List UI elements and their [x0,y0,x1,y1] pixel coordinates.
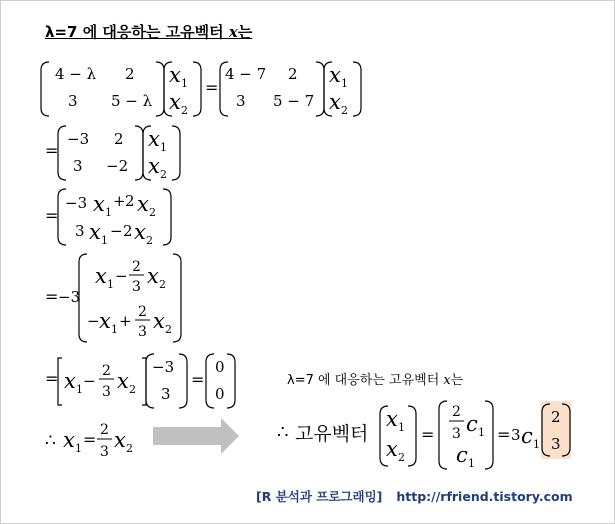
therefore-symbol: ∴ [277,422,289,443]
coefficient: −3 [58,288,81,306]
equals-sign: = [83,430,97,449]
vector-symbol: x [169,90,181,114]
fraction-denominator: 3 [100,444,109,460]
variable: x [63,428,75,452]
fraction-numerator: 2 [102,363,111,379]
operator: − [110,222,123,240]
operator: − [87,312,100,330]
blog-name: [R 분석과 프로그래밍] [256,489,383,504]
therefore-symbol: ∴ [45,431,56,451]
equals-sign: = [191,370,205,389]
result-block [277,372,571,470]
matrix-entry: 4 − 7 [225,65,267,83]
variable: x [89,220,101,244]
vector-subscript: 2 [341,104,348,117]
step-2 [45,126,180,181]
expression-term: 2 [123,222,133,240]
fraction-numerator: 2 [138,304,147,320]
variable: x [99,309,111,333]
title-variable: x [228,23,238,41]
vector-symbol: x [148,127,160,151]
variable: x [137,192,149,216]
fraction-numerator: 2 [100,422,109,438]
variable-subscript: 2 [149,206,156,219]
variable-subscript: 1 [75,442,82,455]
step-1 [41,62,361,117]
vector-subscript: 2 [160,168,167,181]
operator: + [113,192,126,210]
vector-subscript: 2 [398,451,405,464]
fraction-denominator: 3 [132,279,141,295]
step-3 [45,189,171,247]
matrix-entry: 3 [236,92,246,110]
equals-sign: = [45,369,59,388]
variable: x [93,192,105,216]
equations [1,1,614,523]
matrix-entry: 3 [68,92,78,110]
title-suffix: 는 [237,23,253,41]
constant: c [456,443,468,467]
variable-subscript: 2 [159,278,166,291]
eigenvector-label: 고유벡터 [295,423,369,445]
fraction-denominator: 3 [138,324,147,340]
variable-subscript: 1 [105,206,112,219]
variable-subscript: 1 [101,234,108,247]
vector-symbol: x [386,407,398,431]
equals-sign: = [497,425,511,444]
vector-subscript: 1 [398,421,405,434]
variable: x [153,309,165,333]
expression-term: 3 [75,222,85,240]
matrix-entry: 5 − 7 [273,92,315,110]
equals-sign: = [45,141,59,160]
variable-subscript: 2 [165,323,172,336]
vector-subscript: 1 [341,77,348,90]
equals-sign: = [205,78,219,97]
operator: + [119,312,132,330]
variable: x [64,369,76,393]
footer [256,487,573,505]
zero-entry: 0 [215,385,225,403]
vector-symbol: x [148,154,160,178]
expression-term: −3 [65,194,88,212]
matrix-entry: 3 [73,157,83,175]
vector-subscript: 1 [160,141,167,154]
operator: − [115,267,128,285]
step-6 [45,422,133,460]
operator: − [83,372,96,390]
variable: x [117,369,129,393]
result-title: λ=7 에 대응하는 고유벡터 x는 [287,373,464,388]
matrix-entry: 4 − λ [55,65,97,83]
fraction-denominator: 3 [102,384,111,400]
blog-url-link[interactable]: http://rfriend.tistory.com [396,489,573,504]
constant-subscript: 1 [533,438,540,451]
vector-entry: 3 [161,385,171,403]
variable: x [147,264,159,288]
matrix-entry: 2 [114,130,124,148]
vector-subscript: 1 [181,77,188,90]
vector-symbol: x [329,90,341,114]
equals-sign: = [45,287,59,306]
vector-subscript: 2 [181,104,188,117]
matrix-entry: −3 [67,130,90,148]
fraction-denominator: 3 [452,426,461,442]
constant: c [466,412,478,436]
equals-sign: = [45,206,59,225]
variable-subscript: 2 [126,442,133,455]
matrix-entry: 5 − λ [111,92,153,110]
variable: x [114,428,126,452]
variable-subscript: 1 [76,383,83,396]
expression-term: 2 [125,192,135,210]
result-entry: 3 [551,435,561,453]
variable-subscript: 2 [146,234,153,247]
zero-entry: 0 [215,358,225,376]
variable-subscript: 2 [129,383,136,396]
constant-subscript: 1 [478,426,485,439]
fraction-numerator: 2 [452,404,461,420]
vector-entry: −3 [152,358,175,376]
vector-symbol: x [169,63,181,87]
variable: x [95,264,107,288]
matrix-entry: 2 [125,65,135,83]
variable: x [134,220,146,244]
variable-subscript: 1 [111,323,118,336]
constant-subscript: 1 [468,457,475,470]
title-prefix: λ=7 에 대응하는 고유벡터 [45,23,229,41]
matrix-entry: 2 [288,65,298,83]
step-4 [45,254,181,342]
equals-sign: = [421,425,435,444]
variable-subscript: 1 [107,278,114,291]
vector-symbol: x [386,437,398,461]
right-arrow-icon [153,418,239,454]
vector-symbol: x [329,63,341,87]
result-entry: 2 [551,408,561,426]
coefficient: 3 [511,426,521,444]
constant: c [521,424,533,448]
matrix-entry: −2 [106,157,129,175]
step-5 [45,354,235,408]
fraction-numerator: 2 [132,259,141,275]
